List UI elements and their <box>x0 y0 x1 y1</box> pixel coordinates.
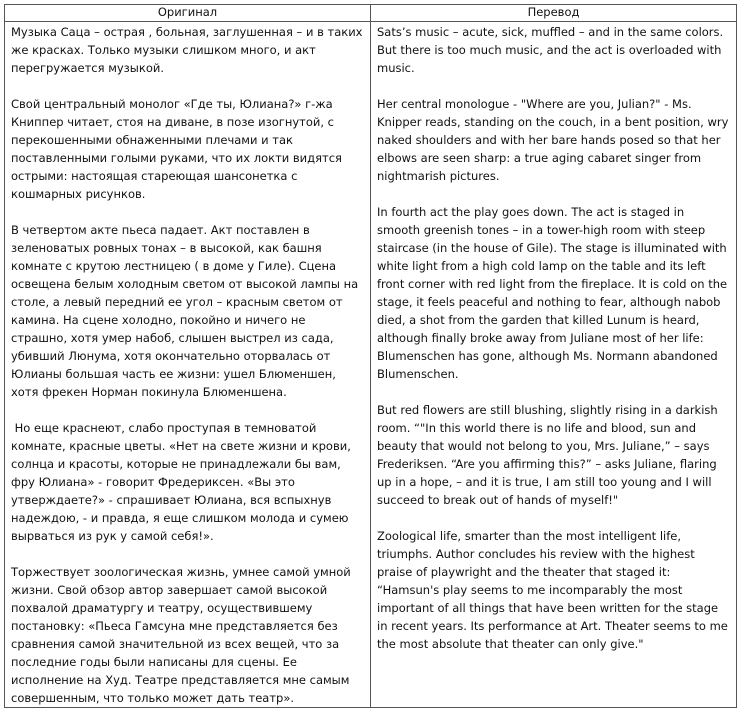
header-translation: Перевод <box>371 5 737 22</box>
original-cell <box>5 22 371 708</box>
translation-paragraph-1: Sats’s music – acute, sick, muffled – and in the same colors. But there is too much music, and the act is overloaded with music. <box>377 25 724 75</box>
original-paragraph-5: Торжествует зоологическая жизнь, умнее самой умной жизни. Свой обзор автор завершает самой высокой похвалой драматургу и театру, осуществившему постановку: «Пьеса Гамсуна мне представляется без сравнения самой значительной из всех вещей, что за последние годы были написаны для сцены. Ее исполнение на Худ. Театре представляется мне самым совершенным, что только может дать театр». <box>11 565 351 705</box>
original-paragraph-3: В четвертом акте пьеса падает. Акт поставлен в зеленоватых ровных тонах – в высокой, как башня комнате с крутою лестницею ( в доме у Гиле). Сцена освещена белым холодным светом от высокой лампы на столе, а левый передний ее угол – красным светом от камина. На сцене холодно, покойно и ничего не страшно, хотя умер набоб, слышен выстрел из сада, убивший Люнума, хотя окончательно оторвалась от Юлианы большая часть ее жизни: ушел Блюменшен, хотя фрекен Норман покинула Блюменшена. <box>11 223 359 399</box>
original-paragraph-1: Музыка Саца – острая , больная, заглушенная – и в таких же красках. Только музыки слишком много, и акт перегружается музыкой. <box>11 25 363 75</box>
original-paragraph-2: Свой центральный монолог «Где ты, Юлиана?» г-жа Книппер читает, стоя на диване, в позе изогнутой, с перекошенными обнаженными плечами и так поставленными голыми руками, что их локти видятся острыми: настоящая стареющая шансонетка с кошмарных рисунков. <box>11 97 342 201</box>
original-paragraph-4: Но еще краснеют, слабо проступая в темноватой комнате, красные цветы. «Нет на свете жизни и крови, солнца и красоты, которые не принадлежали бы вам, фру Юлиана» - говорит Фредериксен. «Вы это утверждаете?» - спрашивает Юлиана, вся вспыхнув надеждою, - и правда, я еще слишком молода и сумею вырваться из рук у самой себя!». <box>11 421 355 543</box>
translation-paragraph-4: But red flowers are still blushing, slightly rising in a darkish room. “"In this world there is no life and blood, sun and beauty that would not belong to you, Mrs. Juliane,” – says Frederiksen. “Are you affirming this?” – asks Juliane, flaring up in a hope, – and it is true, I am still too young and I will succeed to break out of hands of myself!" <box>377 403 718 507</box>
translation-table <box>4 4 737 708</box>
translation-paragraph-3: In fourth act the play goes down. The act is staged in smooth greenish tones – in a tower-high room with steep staircase (in the house of Gile). The stage is illuminated with white light from a high cold lamp on the table and its left front corner with red light from the fireplace. It is cold on the stage, it feels peaceful and nothing to fear, although nabob died, a shot from the garden that killed Lunum is heard, although finally broke away from Juliane most of her life: Blumenschen has gone, although Ms. Normann abandoned Blumenschen. <box>377 205 728 381</box>
header-original: Оригинал <box>5 5 371 22</box>
translation-paragraph-5: Zoological life, smarter than the most intelligent life, triumphs. Author concludes his review with the highest praise of playwright and the theater that staged it: “Hamsun's play seems to me incomparably the most important of all things that have been written for the stage in recent years. Its performance at Art. Theater seems to me the most absolute that theater can only give." <box>377 529 728 651</box>
content-row <box>5 22 737 708</box>
translation-cell <box>371 22 737 708</box>
header-row <box>5 5 737 22</box>
translation-paragraph-2: Her central monologue - "Where are you, Julian?" - Ms. Knipper reads, standing on the couch, in a bent position, wry naked shoulders and with her bare hands posed so that her elbows are seen sharp: a true aging cabaret singer from nightmarish pictures. <box>377 97 729 183</box>
